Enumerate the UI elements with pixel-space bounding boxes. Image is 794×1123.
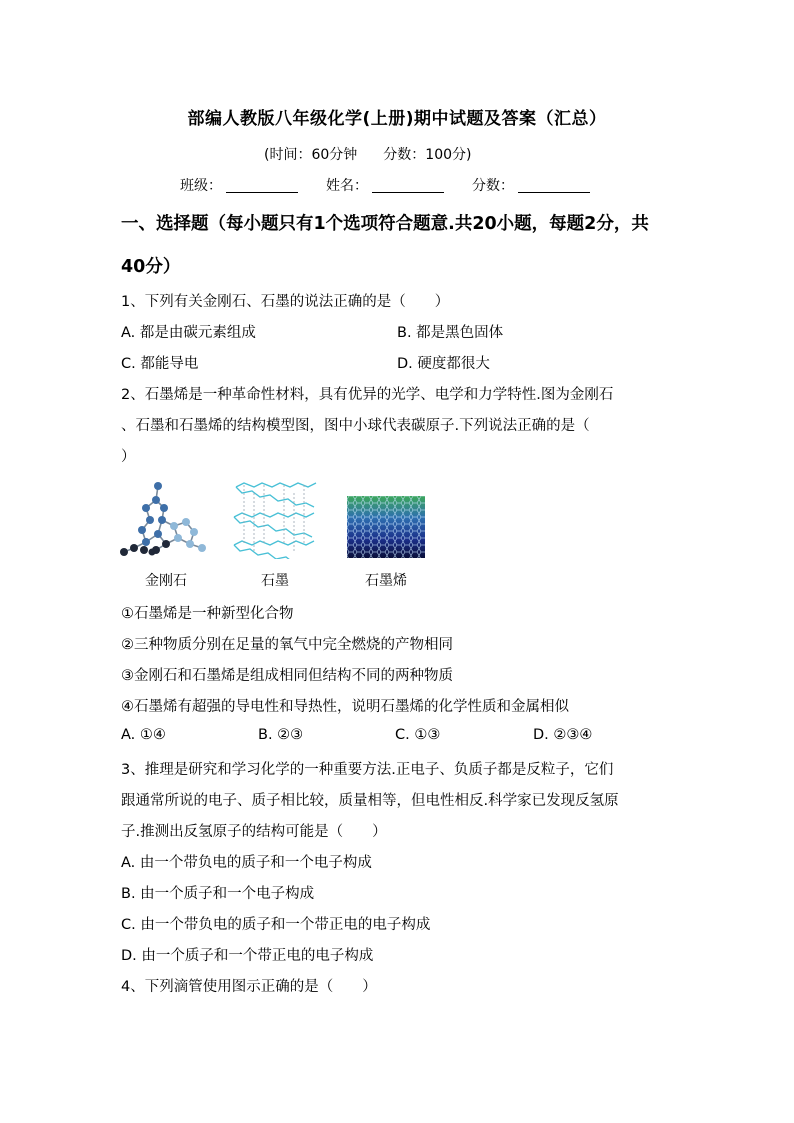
q1-option-c: C. 都能导电	[121, 356, 199, 372]
class-field: 班级：	[180, 175, 298, 195]
score-blank[interactable]	[518, 178, 590, 193]
score-label: 分数：100分)	[383, 147, 472, 163]
time-label: (时间：60分钟	[264, 147, 358, 163]
q2-option-d: D. ②③④	[533, 727, 593, 743]
q3-stem-line1: 3、推理是研究和学习化学的一种重要方法.正电子、负质子都是反粒子，它们	[121, 762, 614, 778]
q1-stem: 1、下列有关金刚石、石墨的说法正确的是（ ）	[121, 294, 450, 310]
diamond-structure-image	[116, 478, 212, 560]
score-field: 分数：	[472, 175, 590, 195]
time-score-line	[264, 144, 471, 164]
q2-statement-1: ①石墨烯是一种新型化合物	[121, 606, 294, 622]
graphite-structure-image	[230, 479, 322, 559]
class-blank[interactable]	[226, 178, 298, 193]
q1-option-a: A. 都是由碳元素组成	[121, 325, 256, 341]
caption-diamond: 金刚石	[145, 573, 187, 589]
q2-option-c: C. ①③	[395, 727, 441, 743]
q2-option-b: B. ②③	[258, 727, 304, 743]
q3-stem-line3: 子.推测出反氢原子的结构可能是（ ）	[121, 824, 387, 840]
section-heading-cont: 40分）	[121, 257, 181, 277]
q2-statement-2: ②三种物质分别在足量的氧气中完全燃烧的产物相同	[121, 637, 453, 653]
q1-option-d: D. 硬度都很大	[397, 356, 490, 372]
q2-stem-line3: ）	[121, 449, 136, 465]
q2-statement-4: ④石墨烯有超强的导电性和导热性，说明石墨烯的化学性质和金属相似	[121, 699, 569, 715]
page-title: 部编人教版八年级化学(上册)期中试题及答案（汇总）	[187, 109, 607, 129]
student-info-fields	[180, 175, 590, 195]
q4-stem: 4、下列滴管使用图示正确的是（ ）	[121, 979, 377, 995]
name-blank[interactable]	[372, 178, 444, 193]
q3-option-a: A. 由一个带负电的质子和一个电子构成	[121, 855, 372, 871]
q3-option-b: B. 由一个质子和一个电子构成	[121, 886, 315, 902]
q3-stem-line2: 跟通常所说的电子、质子相比较，质量相等，但电性相反.科学家已发现反氢原	[121, 793, 619, 809]
graphene-structure-image	[347, 496, 425, 558]
q3-option-d: D. 由一个质子和一个带正电的电子构成	[121, 948, 374, 964]
q2-statement-3: ③金刚石和石墨烯是组成相同但结构不同的两种物质	[121, 668, 453, 684]
q3-option-c: C. 由一个带负电的质子和一个带正电的电子构成	[121, 917, 431, 933]
section-heading: 一、选择题（每小题只有1个选项符合题意.共20小题，每题2分，共	[121, 214, 649, 234]
q2-options	[121, 727, 592, 743]
name-field: 姓名：	[326, 175, 444, 195]
q1-option-b: B. 都是黑色固体	[397, 325, 504, 341]
q2-option-a: A. ①④	[121, 727, 166, 743]
q2-stem-line1: 2、石墨烯是一种革命性材料，具有优异的光学、电学和力学特性.图为金刚石	[121, 387, 614, 403]
q2-stem-line2: 、石墨和石墨烯的结构模型图，图中小球代表碳原子.下列说法正确的是（	[121, 418, 590, 434]
caption-graphite: 石墨	[261, 573, 289, 589]
caption-graphene: 石墨烯	[365, 573, 407, 589]
